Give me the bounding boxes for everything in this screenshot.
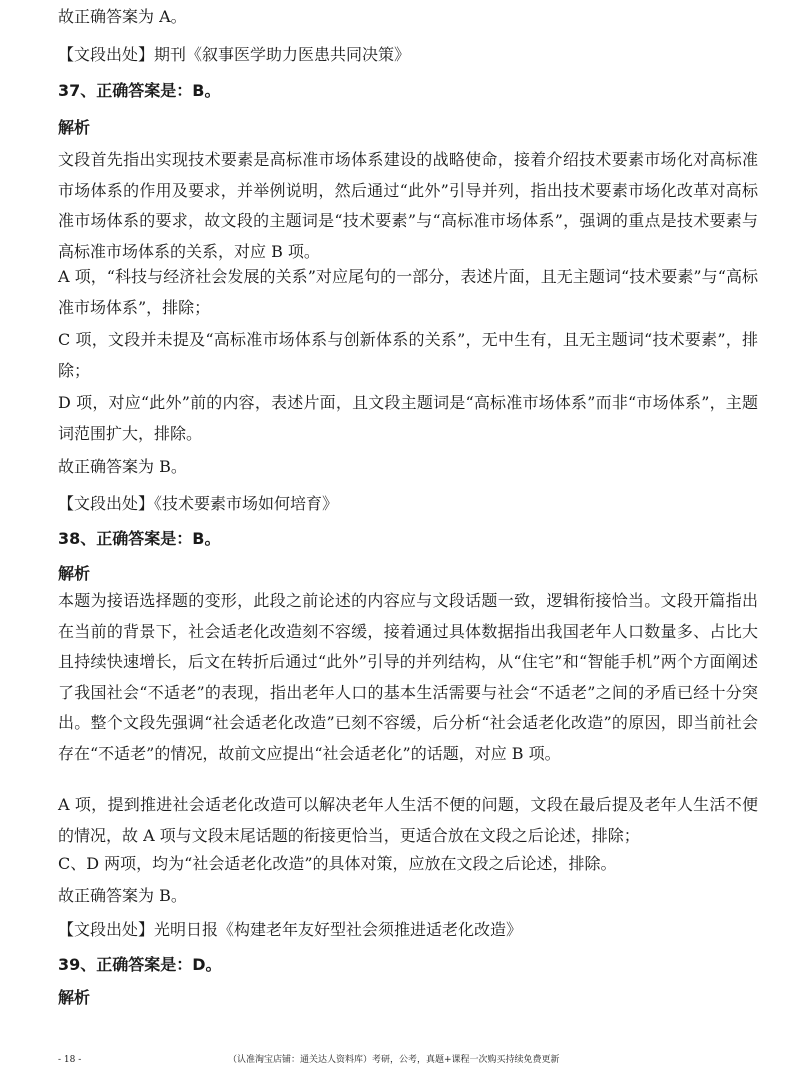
source-citation-38: 【文段出处】光明日报《构建老年友好型社会须推进适老化改造》	[58, 920, 523, 939]
analysis-paragraph-37-option-c: C 项，文段并未提及“高标准市场体系与创新体系的关系”，无中生有，且无主题词“技术要素”，排除；	[58, 330, 758, 380]
analysis-paragraph-37-option-a: A 项，“科技与经济社会发展的关系”对应尾句的一部分，表述片面，且无主题词“技术要素”与“高标准市场体系”，排除；	[58, 267, 758, 317]
analysis-heading-39: 解析	[58, 988, 91, 1007]
answer-conclusion-36: 故正确答案为 A。	[58, 7, 187, 26]
answer-conclusion-37: 故正确答案为 B。	[58, 457, 187, 476]
page-footer	[0, 1050, 800, 1070]
question-38-answer: 38、正确答案是：B。	[58, 529, 221, 548]
answer-conclusion-38: 故正确答案为 B。	[58, 886, 187, 905]
page-number: - 18 -	[58, 1055, 82, 1065]
analysis-paragraph-37-main: 文段首先指出实现技术要素是高标准市场体系建设的战略使命，接着介绍技术要素市场化对高标准市场体系的作用及要求，并举例说明，然后通过“此外”引导并列，指出技术要素市场化改革对高标准市场体系的要求，故文段的主题词是“技术要素”与“高标准市场体系”，强调的重点是技术要素与高标准市场体系的关系，对应 B 项。	[58, 150, 758, 261]
analysis-heading-37: 解析	[58, 118, 91, 137]
analysis-paragraph-38-option-cd: C、D 两项，均为“社会适老化改造”的具体对策，应放在文段之后论述，排除。	[58, 854, 617, 873]
document-page	[58, 0, 758, 1040]
source-citation-37: 【文段出处】《技术要素市场如何培育》	[58, 494, 339, 513]
analysis-paragraph-38-main: 本题为接语选择题的变形，此段之前论述的内容应与文段话题一致，逻辑衔接恰当。文段开篇指出在当前的背景下，社会适老化改造刻不容缓，接着通过具体数据指出我国老年人口数量多、占比大且持续快速增长，后文在转折后通过“此外”引导的并列结构，从“住宅”和“智能手机”两个方面阐述了我国社会“不适老”的表现，指出老年人口的基本生活需要与社会“不适老”之间的矛盾已经十分突出。整个文段先强调“社会适老化改造”已刻不容缓，后分析“社会适老化改造”的原因，即当前社会存在“不适老”的情况，故前文应提出“社会适老化”的话题，对应 B 项。	[58, 591, 758, 763]
analysis-paragraph-38-option-a: A 项，提到推进社会适老化改造可以解决老年人生活不便的问题，文段在最后提及老年人生活不便的情况，故 A 项与文段末尾话题的衔接更恰当，更适合放在文段之后论述，排除；	[58, 795, 758, 845]
analysis-heading-38: 解析	[58, 564, 91, 583]
footer-note: （认准淘宝店铺：通关达人资料库）考研，公考，真题+课程一次购买持续免费更新	[228, 1055, 560, 1065]
analysis-paragraph-37-option-d: D 项，对应“此外”前的内容，表述片面，且文段主题词是“高标准市场体系”而非“市场体系”，主题词范围扩大，排除。	[58, 393, 758, 443]
question-39-answer: 39、正确答案是：D。	[58, 955, 222, 974]
question-37-answer: 37、正确答案是：B。	[58, 81, 221, 100]
source-citation-36: 【文段出处】期刊《叙事医学助力医患共同决策》	[58, 45, 411, 64]
